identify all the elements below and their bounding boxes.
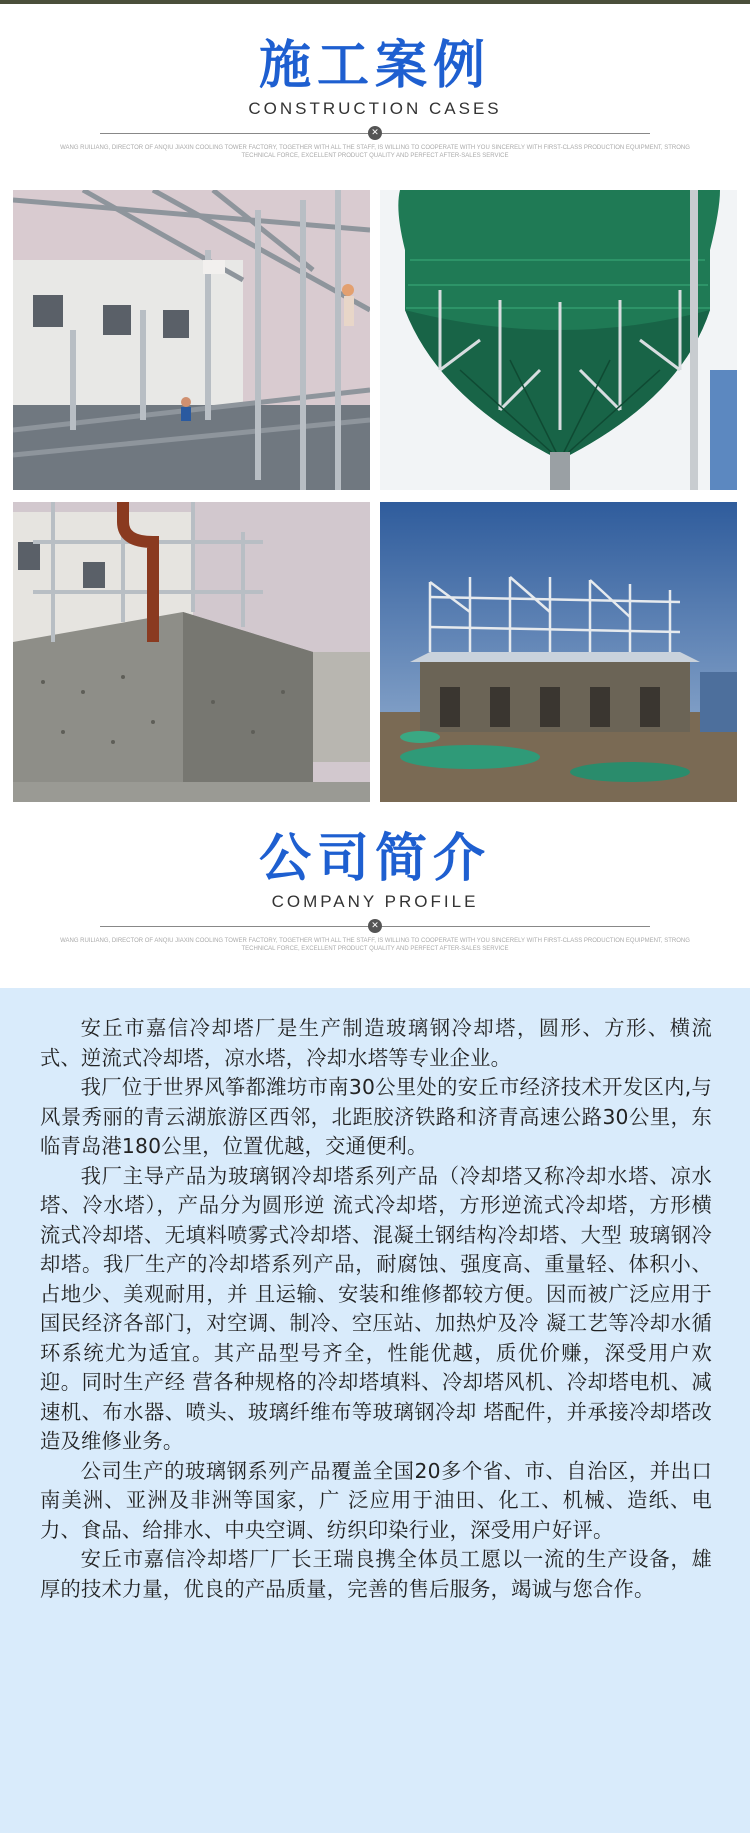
profile-paragraph-1: 安丘市嘉信冷却塔厂是生产制造玻璃钢冷却塔，圆形、方形、横流式、逆流式冷却塔，凉水塔，冷却水塔等专业企业。 <box>40 1016 712 1070</box>
concrete-basin-photo <box>13 502 370 802</box>
profile-paragraph-4: 公司生产的玻璃钢系列产品覆盖全国20多个省、市、自治区，并出口南美洲、亚洲及非洲等国家，广 泛应用于油田、化工、机械、造纸、电力、食品、给排水、中央空调、纺织印染行业，深受用户好评。 <box>40 1458 712 1542</box>
construction-title-en: CONSTRUCTION CASES <box>248 99 502 118</box>
company-title-en: COMPANY PROFILE <box>271 892 479 911</box>
company-divider <box>100 919 650 933</box>
construction-divider <box>100 126 650 140</box>
steel-frame-rooftop-photo <box>13 190 370 490</box>
construction-header <box>0 36 750 160</box>
divider-x-icon: ✕ <box>368 126 382 140</box>
company-title-cn: 公司简介 <box>258 829 491 889</box>
top-strip <box>0 0 750 4</box>
tower-under-construction-photo <box>380 502 737 802</box>
green-round-tower-photo <box>380 190 737 490</box>
profile-paragraph-2: 我厂位于世界风筝都潍坊市南30公里处的安丘市经济技术开发区内,与风景秀丽的青云湖旅游区西邻，北距胶济铁路和济青高速公路30公里，东临青岛港180公里，位置优越，交通便利。 <box>40 1075 712 1158</box>
profile-paragraph-3: 我厂主导产品为玻璃钢冷却塔系列产品（冷却塔又称冷却水塔、凉水塔、冷水塔），产品分为圆形逆 流式冷却塔，方形逆流式冷却塔，方形横流式冷却塔、无填料喷雾式冷却塔、混凝土钢结构冷却塔、大型 玻璃钢冷却塔。我厂生产的冷却塔系列产品，耐腐蚀、强度高、重量轻、体积小、占地少、美观耐用，并 且运输、安装和维修都较方便。因而被广泛应用于国民经济各部门，对空调、制冷、空压站、加热炉及冷 凝工艺等冷却水循环系统尤为适宜。其产品型号齐全，性能优越，质优价赚，深受用户欢迎。同时生产经 营各种规格的冷却塔填料、冷却塔风机、冷却塔电机、减速机、布水器、喷头、玻璃纤维布等玻璃钢冷却 塔配件，并承接冷却塔改造及维修业务。 <box>40 1163 712 1453</box>
divider-x-icon: ✕ <box>368 919 382 933</box>
company-profile-text <box>40 1014 712 1604</box>
profile-paragraph-5: 安丘市嘉信冷却塔厂厂长王瑞良携全体员工愿以一流的生产设备，雄厚的技术力量，优良的产品质量，完善的售后服务，竭诚与您合作。 <box>40 1547 712 1601</box>
company-tiny-text: WANG RUILIANG, DIRECTOR OF ANQIU JIAXIN COOLING TOWER FACTORY, TOGETHER WITH ALL THE STAFF, IS WILLING TO COOPERATE WITH YOU SINCERELY WITH FIRST-CLASS PRODUCTION EQUIPMENT, STRONG TECHNICAL FORCE, EXCELLENT PRODUCT QUALITY AND PERFECT AFTER-SALES SERVICE <box>60 938 690 952</box>
construction-title-cn: 施工案例 <box>258 36 491 96</box>
construction-tiny-text: WANG RUILIANG, DIRECTOR OF ANQIU JIAXIN COOLING TOWER FACTORY, TOGETHER WITH ALL THE STAFF, IS WILLING TO COOPERATE WITH YOU SINCERELY WITH FIRST-CLASS PRODUCTION EQUIPMENT, STRONG TECHNICAL FORCE, EXCELLENT PRODUCT QUALITY AND PERFECT AFTER-SALES SERVICE <box>60 145 690 159</box>
company-header <box>0 829 750 953</box>
